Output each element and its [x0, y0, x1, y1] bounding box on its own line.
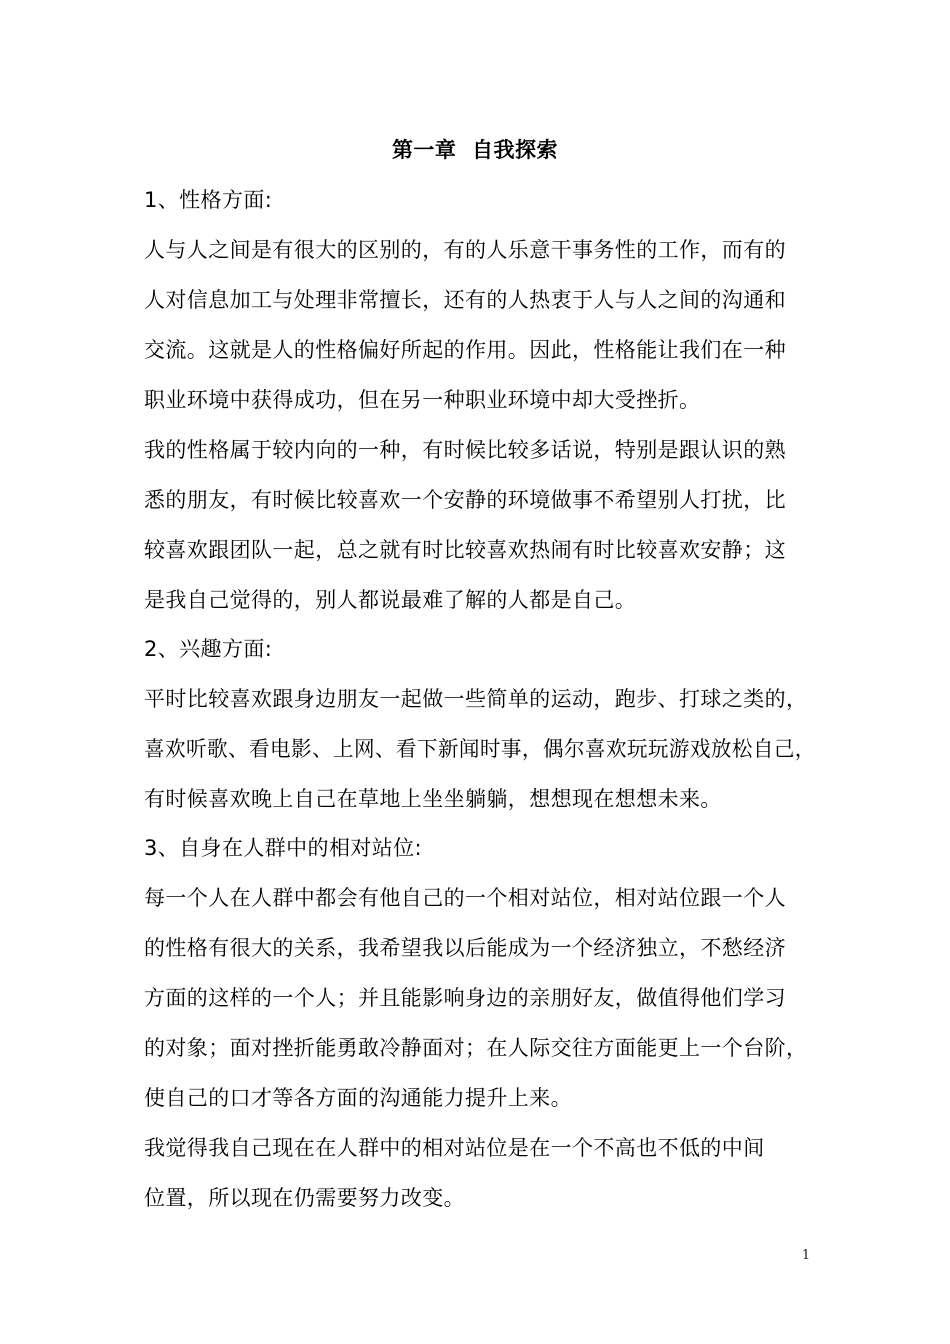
paragraph-line: 我的性格属于较内向的一种，有时候比较多话说，特别是跟认识的熟	[144, 438, 786, 462]
paragraph-line: 的性格有很大的关系，我希望我以后能成为一个经济独立，不愁经济	[144, 936, 786, 960]
paragraph-line: 喜欢听歌、看电影、上网、看下新闻时事，偶尔喜欢玩玩游戏放松自己，	[144, 737, 816, 761]
chapter-title: 第一章 自我探索	[391, 138, 559, 162]
paragraph-line: 方面的这样的一个人；并且能影响身边的亲朋好友，做值得他们学习	[144, 986, 786, 1010]
paragraph-line: 的对象；面对挫折能勇敢冷静面对；在人际交往方面能更上一个台阶，	[144, 1036, 808, 1060]
paragraph-line: 我觉得我自己现在在人群中的相对站位是在一个不高也不低的中间	[144, 1136, 765, 1160]
paragraph-line: 职业环境中获得成功，但在另一种职业环境中却大受挫折。	[144, 388, 701, 412]
section-heading-position: 3、自身在人群中的相对站位:	[144, 836, 423, 860]
paragraph-line: 人与人之间是有很大的区别的，有的人乐意干事务性的工作，而有的	[144, 238, 786, 262]
section-heading-personality: 1、性格方面:	[144, 188, 273, 212]
section-heading-interests: 2、兴趣方面:	[144, 637, 273, 661]
paragraph-line: 有时候喜欢晚上自己在草地上坐坐躺躺，想想现在想想未来。	[144, 787, 722, 811]
paragraph-line: 位置，所以现在仍需要努力改变。	[144, 1186, 465, 1210]
page-number: 1	[801, 1248, 811, 1263]
paragraph-line: 每一个人在人群中都会有他自己的一个相对站位，相对站位跟一个人	[144, 886, 786, 910]
paragraph-line: 是我自己觉得的，别人都说最难了解的人都是自己。	[144, 588, 637, 612]
paragraph-line: 平时比较喜欢跟身边朋友一起做一些简单的运动，跑步、打球之类的，	[144, 687, 808, 711]
paragraph-line: 较喜欢跟团队一起，总之就有时比较喜欢热闹有时比较喜欢安静；这	[144, 538, 786, 562]
paragraph-line: 悉的朋友，有时候比较喜欢一个安静的环境做事不希望别人打扰，比	[144, 488, 786, 512]
paragraph-line: 交流。这就是人的性格偏好所起的作用。因此，性格能让我们在一种	[144, 338, 786, 362]
paragraph-line: 人对信息加工与处理非常擅长，还有的人热衷于人与人之间的沟通和	[144, 288, 786, 312]
paragraph-line: 使自己的口才等各方面的沟通能力提升上来。	[144, 1086, 572, 1110]
